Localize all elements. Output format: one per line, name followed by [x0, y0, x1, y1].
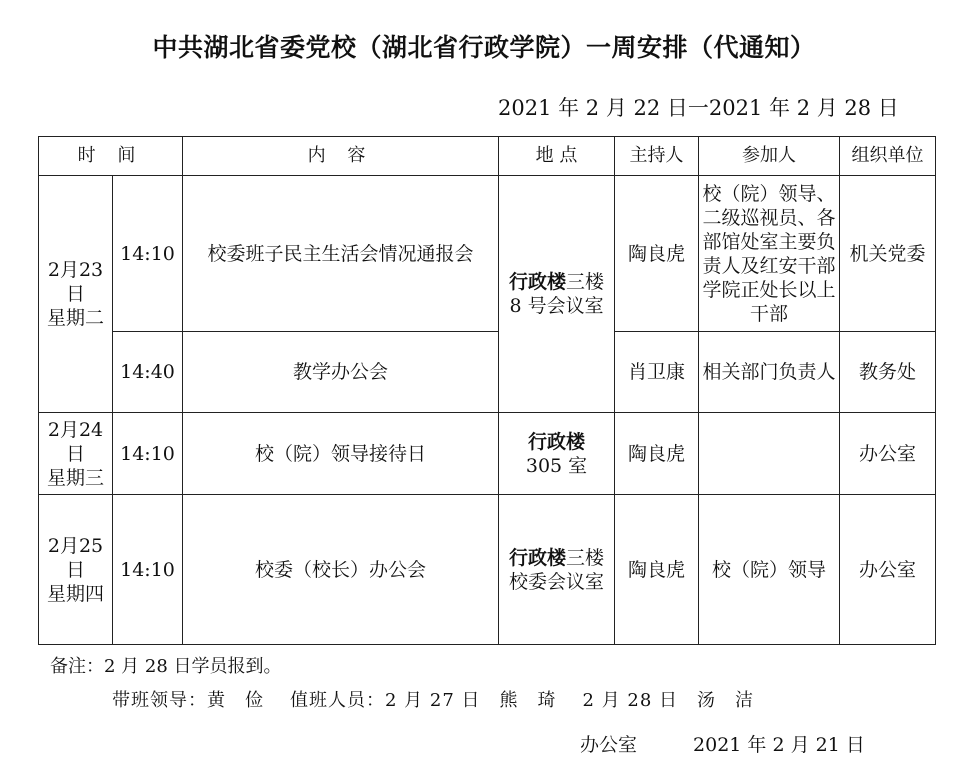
table-row [39, 176, 936, 332]
organizer-cell: 机关党委 [840, 176, 936, 332]
participants-cell: 相关部门负责人 [699, 332, 840, 413]
header-participants: 参加人 [699, 137, 840, 176]
participants-cell: 校（院）领导 [699, 495, 840, 645]
duty-label: 值班人员： [290, 690, 385, 711]
location-building: 行政楼 [509, 546, 567, 569]
location-cell [499, 495, 615, 645]
day-cell [39, 176, 113, 413]
day-date: 2月24日 [47, 418, 104, 465]
day-week: 星期二 [46, 307, 104, 329]
table-row [39, 332, 936, 413]
day-week: 星期四 [46, 582, 104, 605]
time-cell: 14:40 [113, 332, 183, 413]
header-time: 时 间 [39, 137, 183, 176]
issue-date: 2021 年 2 月 21 日 [693, 734, 865, 756]
location-floor: 三楼 [566, 271, 605, 293]
document-footer [580, 730, 865, 757]
content-cell: 校委（校长）办公会 [183, 495, 499, 645]
header-content: 内 容 [183, 137, 499, 176]
day-date: 2月23日 [47, 259, 104, 305]
content-cell: 校（院）领导接待日 [183, 413, 499, 495]
location-room: 校委会议室 [509, 570, 605, 593]
time-cell: 14:10 [113, 176, 183, 332]
day-cell [39, 495, 113, 645]
day-week: 星期三 [46, 466, 104, 489]
time-cell: 14:10 [113, 495, 183, 645]
participants-cell: 校（院）领导、二级巡视员、各部馆处室主要负责人及红安干部学院正处长以上干部 [699, 176, 840, 332]
date-range: 2021 年 2 月 22 日一2021 年 2 月 28 日 [498, 96, 899, 120]
remark-note: 备注：2 月 28 日学员报到。 [50, 656, 282, 677]
organizer-cell: 教务处 [840, 332, 936, 413]
time-cell: 14:10 [113, 413, 183, 495]
organizer-cell: 办公室 [840, 413, 936, 495]
duty-leader: 带班领导：黄 俭 [112, 690, 264, 711]
header-host: 主持人 [615, 137, 699, 176]
location-room: 305 室 [525, 454, 588, 477]
weekly-schedule-table [38, 136, 936, 645]
organizer-cell: 办公室 [840, 495, 936, 645]
location-building: 行政楼 [509, 271, 567, 293]
location-cell [499, 176, 615, 413]
header-location: 地 点 [499, 137, 615, 176]
duty-day-1: 2 月 27 日 熊 琦 [385, 690, 557, 711]
host-cell: 肖卫康 [615, 332, 699, 413]
document-title: 中共湖北省委党校（湖北省行政学院）一周安排（代通知） [152, 33, 816, 62]
header-organizer: 组织单位 [840, 137, 936, 176]
participants-cell [699, 413, 840, 495]
content-cell: 校委班子民主生活会情况通报会 [183, 176, 499, 332]
location-floor: 三楼 [566, 546, 605, 569]
location-cell [499, 413, 615, 495]
content-cell: 教学办公会 [183, 332, 499, 413]
day-cell [39, 413, 113, 495]
table-row [39, 413, 936, 495]
host-cell: 陶良虎 [615, 176, 699, 332]
table-row [39, 495, 936, 645]
host-cell: 陶良虎 [615, 413, 699, 495]
issuer: 办公室 [580, 734, 638, 756]
duty-day-2: 2 月 28 日 汤 洁 [582, 690, 755, 711]
location-building: 行政楼 [528, 430, 586, 453]
duty-roster [112, 686, 780, 712]
location-room: 8 号会议室 [509, 295, 604, 317]
day-date: 2月25日 [47, 534, 104, 581]
table-header-row [39, 137, 936, 176]
host-cell: 陶良虎 [615, 495, 699, 645]
